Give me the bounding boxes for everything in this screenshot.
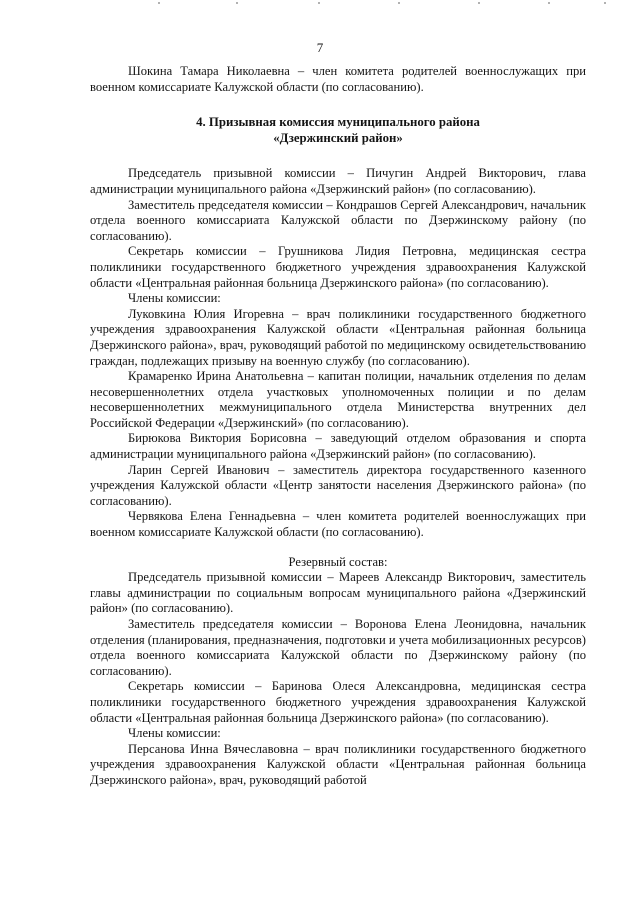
chairman-paragraph: Председатель призывной комиссии – Пичугин Андрей Викторович, глава администрации муниципального района «Дзержинский район» (по согласованию). — [90, 166, 586, 196]
member-paragraph: Бирюкова Виктория Борисовна – заведующий отделом образования и спорта администрации муниципального района «Дзержинский район» (по согласованию). — [90, 431, 586, 462]
deputy-paragraph: Заместитель председателя комиссии – Кондрашов Сергей Александрович, начальник отдела военного комиссариата Калужской области по Дзержинскому району (по согласованию). — [90, 197, 586, 243]
page-number: 7 — [316, 40, 324, 55]
member-paragraph: Крамаренко Ирина Анатольевна – капитан полиции, начальник отделения по делам несовершеннолетних отдела участковых уполномоченных полиции и по делам несовершеннолетних межмуниципального отдела Министерства внутренних дел Российской Федерации «Дзержинский» (по согласованию). — [90, 369, 586, 430]
member-paragraph: Червякова Елена Геннадьевна – член комитета родителей военнослужащих при военном комиссариате Калужской области (по согласованию). — [90, 509, 586, 540]
member-paragraph: Ларин Сергей Иванович – заместитель директора государственного казенного учреждения Калужской области «Центр занятости населения Дзержинского района» (по согласованию). — [90, 462, 586, 508]
reserve-chairman-paragraph: Председатель призывной комиссии – Мареев Александр Викторович, заместитель главы администрации по социальным вопросам муниципального района «Дзержинский район» (по согласованию). — [90, 570, 586, 616]
section-title-line1: 4. Призывная комиссия муниципального района — [196, 115, 480, 130]
reserve-title: Резервный состав: — [288, 554, 388, 569]
member-paragraph: Луковкина Юлия Игоревна – врач поликлиники государственного бюджетного учреждения здравоохранения Калужской области «Центральная районная больница Дзержинского района», врач, руководящий работой по медицинскому освидетельствованию граждан, подлежащих призыву на военную службу (по согласованию). — [90, 306, 586, 368]
document-body — [90, 64, 586, 789]
secretary-paragraph: Секретарь комиссии – Грушникова Лидия Петровна, медицинская сестра поликлиники государственного бюджетного учреждения здравоохранения Калужской области «Центральная районная больница Дзержинского района» (по согласованию). — [90, 244, 586, 290]
reserve-members-label: Члены комиссии: — [128, 726, 221, 741]
scan-artifact-dots — [0, 2, 640, 10]
reserve-member-paragraph: Персанова Инна Вячеславовна – врач поликлиники государственного бюджетного учреждения здравоохранения Калужской области «Центральная районная больница Дзержинского района», врач, руководящий работой — [90, 741, 586, 787]
reserve-secretary-paragraph: Секретарь комиссии – Баринова Олеся Александровна, медицинская сестра поликлиники государственного бюджетного учреждения здравоохранения Калужской области «Центральная районная больница Дзержинского района» (по согласованию). — [90, 679, 586, 725]
intro-paragraph: Шокина Тамара Николаевна – член комитета родителей военнослужащих при военном комиссариате Калужской области (по согласованию). — [90, 64, 586, 94]
reserve-deputy-paragraph: Заместитель председателя комиссии – Воронова Елена Леонидовна, начальник отделения (планирования, предназначения, подготовки и учета мобилизационных ресурсов) отдела военного комиссариата Калужской области по Дзержинскому району (по согласованию). — [90, 617, 586, 678]
section-title-line2: «Дзержинский район» — [273, 130, 403, 145]
members-label: Члены комиссии: — [128, 291, 221, 306]
